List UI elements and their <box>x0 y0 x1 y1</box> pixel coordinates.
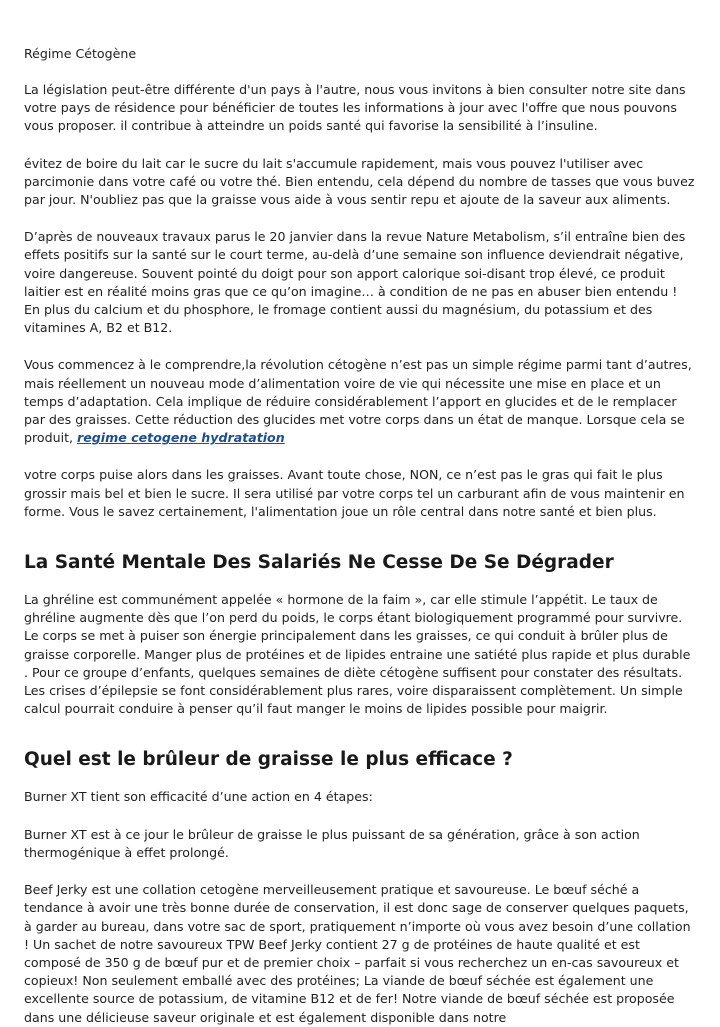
paragraph-6: La ghréline est communément appelée « hormone de la faim », car elle stimule l’appétit. Le taux de ghréline augmente dès que l’on perd du poids, le corps étant biologiquement programmé pour survivre. Le corps se met à puiser son énergie principalement dans les graisses, ce qui conduit à brûler plus de graisse corporelle. Manger plus de protéines et de lipides entraine une satiété plus rapide et plus durable . Pour ce groupe d’enfants, quelques semaines de diète cétogène suffisent pour constater des résultats. Les crises d’épilepsie se font considérablement plus rares, voire disparaissent complètement. Un simple calcul pourrait conduire à penser qu’il faut manger le moins de lipides possible pour maigrir. <box>24 592 691 717</box>
paragraph-8: Burner XT est à ce jour le brûleur de graisse le plus puissant de sa génération, grâce à son action thermogénique à effet prolongé. <box>24 826 640 860</box>
paragraph-1: La législation peut-être différente d'un pays à l'autre, nous vous invitons à bien consulter notre site dans votre pays de résidence pour bénéficier de toutes les informations à jour avec l'offre que nous pouvons vous proposer. il contribue à atteindre un poids santé qui favorise la sensibilité à l’insuline. <box>24 82 686 134</box>
document-title: Régime Cétogène <box>24 46 137 61</box>
regime-cetogene-link[interactable]: regime cetogene hydratation <box>77 430 285 446</box>
section-heading-2: Quel est le brûleur de graisse le plus efficace ? <box>24 749 513 771</box>
paragraph-7: Burner XT tient son efficacité d’une action en 4 étapes: <box>24 789 373 805</box>
paragraph-2: évitez de boire du lait car le sucre du lait s'accumule rapidement, mais vous pouvez l'utiliser avec parcimonie dans votre café ou votre thé. Bien entendu, cela dépend du nombre de tasses que vous buvez par jour. N'oubliez pas que la graisse vous aide à vous sentir repu et ajoute de la saveur aux aliments. <box>24 155 695 208</box>
paragraph-9: Beef Jerky est une collation cetogène merveilleusement pratique et savoureuse. Le bœuf séché a tendance à avoir une très bonne durée de conservation, il est donc sage de conserver quelques paquets, à garder au bureau, dans votre sac de sport, pratiquement n’importe où vous avez besoin d’une collation ! Un sachet de notre savoureux TPW Beef Jerky contient 27 g de protéines de haute qualité et est composé de 350 g de bœuf pur et de premier choix – parfait si vous recherchez un en-cas savoureux et copieux! Non seulement emballé avec des protéines; La viande de bœuf séchée est également une excellente source de potassium, de vitamine B12 et de fer! Notre viande de bœuf séchée est proposée dans une délicieuse saveur originale et est également disponible dans notre <box>24 882 691 1025</box>
paragraph-3: D’après de nouveaux travaux parus le 20 janvier dans la revue Nature Metabolism, s’il entraîne bien des effets positifs sur la santé sur le court terme, au-delà d’une semaine son influence deviendrait négative, voire dangereuse. Souvent pointé du doigt pour son apport calorique soi-disant trop élevé, ce produit laitier est en réalité moins gras que ce qu’on imagine… à condition de ne pas en abuser bien entendu ! En plus du calcium et du phosphore, le fromage contient aussi du magnésium, du potassium et des vitamines A, B2 et B12. <box>24 229 686 336</box>
paragraph-4-text: Vous commencez à le comprendre,la révolution cétogène n’est pas un simple régime parmi tant d’autres, mais réellement un nouveau mode d’alimentation voire de vie qui nécessite une mise en place et un temps d’adaptation. Cela implique de réduire considérablement l’apport en glucides et de le remplacer par des graisses. Cette réduction des glucides met votre corps dans un état de manque. Lorsque cela se produit, <box>24 357 692 446</box>
section-heading-1: La Santé Mentale Des Salariés Ne Cesse De Se Dégrader <box>24 552 614 574</box>
paragraph-5: votre corps puise alors dans les graisses. Avant toute chose, NON, ce n’est pas le gras qui fait le plus grossir mais bel et bien le sucre. Il sera utilisé par votre corps tel un carburant afin de vous maintenir en forme. Vous le savez certainement, l'alimentation joue un rôle central dans notre santé et bien plus. <box>24 467 685 519</box>
paragraph-4 <box>24 356 696 447</box>
